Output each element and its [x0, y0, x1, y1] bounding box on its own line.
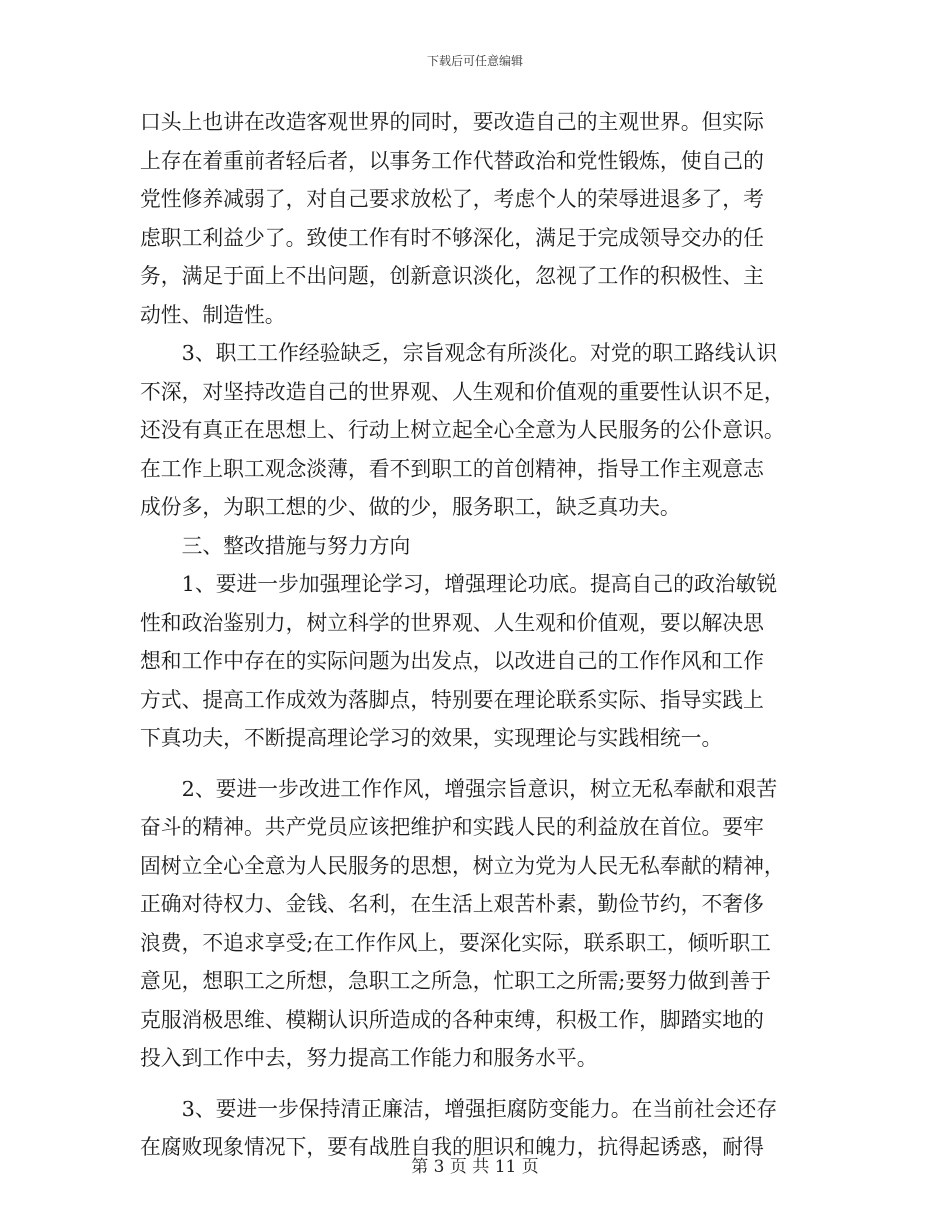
text-line: 方式、提高工作成效为落脚点，特别要在理论联系实际、指导实践上	[140, 687, 764, 712]
text-line: 下真功夫，不断提高理论学习的效果，实现理论与实践相统一。	[140, 726, 723, 750]
text-line: 口头上也讲在改造客观世界的同时，要改造自己的主观世界。但实际	[140, 110, 764, 134]
text-line: 浪费，不追求享受;在工作作风上，要深化实际，联系职工，倾听职工	[140, 930, 771, 955]
text-line: 1、要进一步加强理论学习，增强理论功底。提高自己的政治敏锐	[140, 572, 778, 596]
text-line: 想和工作中存在的实际问题为出发点，以改进自己的工作作风和工作	[140, 649, 764, 673]
text-line: 投入到工作中去，努力提高工作能力和服务水平。	[140, 1046, 598, 1070]
text-line: 不深，对坚持改造自己的世界观、人生观和价值观的重要性认识不足，	[140, 379, 785, 404]
page-header: 下载后可任意编辑	[426, 54, 523, 68]
text-line: 正确对待权力、金钱、名利，在生活上艰苦朴素，勤俭节约，不奢侈	[140, 892, 764, 916]
text-line: 意见，想职工之所想，急职工之所急，忙职工之所需;要努力做到善于	[140, 969, 771, 993]
document-body	[140, 103, 812, 1167]
text-line: 虑职工利益少了。致使工作有时不够深化，满足于完成领导交办的任	[140, 225, 764, 250]
text-line: 3、职工工作经验缺乏，宗旨观念有所淡化。对党的职工路线认识	[140, 341, 778, 365]
text-line: 2、要进一步改进工作作风，增强宗旨意识，树立无私奉献和艰苦	[140, 776, 778, 801]
text-line: 克服消极思维、模糊认识所造成的各种束缚，积极工作，脚踏实地的	[140, 1007, 764, 1032]
text-line: 上存在着重前者轻后者，以事务工作代替政治和党性锻炼，使自己的	[140, 148, 764, 173]
text-line: 动性、制造性。	[140, 302, 286, 327]
text-line: 成份多，为职工想的少、做的少，服务职工，缺乏真功夫。	[140, 495, 681, 519]
text-line: 务，满足于面上不出问题，创新意识淡化，忽视了工作的积极性、主	[140, 264, 764, 288]
page-footer: 第 3 页 共 11 页	[411, 1157, 539, 1177]
text-line: 在腐败现象情况下，要有战胜自我的胆识和魄力，抗得起诱惑，耐得	[140, 1135, 764, 1159]
text-line: 党性修养减弱了，对自己要求放松了，考虑个人的荣辱进退多了，考	[140, 187, 764, 211]
text-line: 还没有真正在思想上、行动上树立起全心全意为人民服务的公仆意识。	[140, 418, 785, 442]
section-heading: 三、整改措施与努力方向	[140, 533, 411, 558]
text-line: 固树立全心全意为人民服务的思想，树立为党为人民无私奉献的精神，	[140, 853, 785, 878]
text-line: 在工作上职工观念淡薄，看不到职工的首创精神，指导工作主观意志	[140, 456, 764, 481]
text-line: 性和政治鉴别力，树立科学的世界观、人生观和价值观，要以解决思	[140, 610, 764, 635]
text-line: 奋斗的精神。共产党员应该把维护和实践人民的利益放在首位。要牢	[140, 815, 764, 839]
text-line: 3、要进一步保持清正廉洁，增强拒腐防变能力。在当前社会还存	[140, 1096, 778, 1121]
